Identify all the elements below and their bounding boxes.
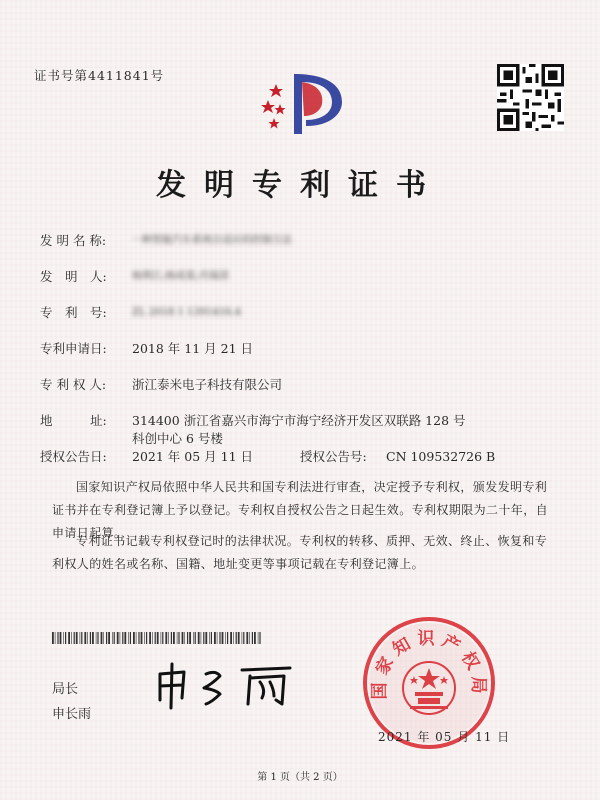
seal-date: 2021 年 05 月 11 日 [378, 730, 511, 744]
certificate-number: 证书号第4411841号 [34, 68, 165, 83]
patentee-value: 浙江泰米电子科技有限公司 [132, 377, 283, 392]
invention-name-label: 发 明 名 称: [40, 233, 107, 248]
patentee-label: 专 利 权 人: [40, 377, 107, 392]
barcode [52, 632, 262, 644]
patent-number-label: 专 利 号: [40, 305, 107, 320]
application-date-label: 专利申请日: [40, 341, 107, 356]
application-date-value: 2018 年 11 月 21 日 [132, 341, 253, 356]
inventor-value: 杨利江;杨成棠;肖瑞清 [132, 271, 229, 282]
director-name: 申长雨 [52, 707, 92, 722]
grant-statement-paragraph: 国家知识产权局依照中华人民共和国专利法进行审查，决定授予专利权，颁发发明专利证书并在专利登记簿上予以登记。专利权自授权公告之日起生效。专利权期限为二十年，自申请日起算。 [52, 480, 549, 540]
grant-number-label: 授权公告号: [300, 449, 367, 464]
address-label: 地 址: [40, 413, 107, 428]
certificate-title: 发明专利证书 [156, 168, 444, 203]
address-line-1: 314400 浙江省嘉兴市海宁市海宁经济开发区双联路 128 号 [132, 413, 466, 428]
grant-date-value: 2021 年 05 月 11 日 [132, 449, 253, 464]
director-title: 局长 [52, 682, 79, 697]
grant-number-value: CN 109532726 B [386, 449, 496, 464]
qr-code [497, 64, 564, 131]
director-signature [150, 660, 310, 710]
page-footer: 第 1 页（共 2 页） [257, 772, 343, 783]
cnipa-logo [246, 66, 354, 146]
patent-number-value: ZL 2018 1 1391416.4 [132, 307, 242, 318]
seal-text: 国家知识产权局 [369, 629, 489, 700]
inventor-label: 发 明 人: [40, 269, 107, 284]
address-line-2: 科创中心 6 号楼 [132, 431, 223, 446]
invention-name-value: 一种智能汽车系统自适应的控制方法 [132, 235, 292, 246]
legal-status-paragraph: 专利证书记载专利权登记时的法律状况。专利权的转移、质押、无效、终止、恢复和专利权人的姓名或名称、国籍、地址变更等事项记载在专利登记簿上。 [52, 534, 548, 571]
grant-date-label: 授权公告日: [40, 449, 107, 464]
